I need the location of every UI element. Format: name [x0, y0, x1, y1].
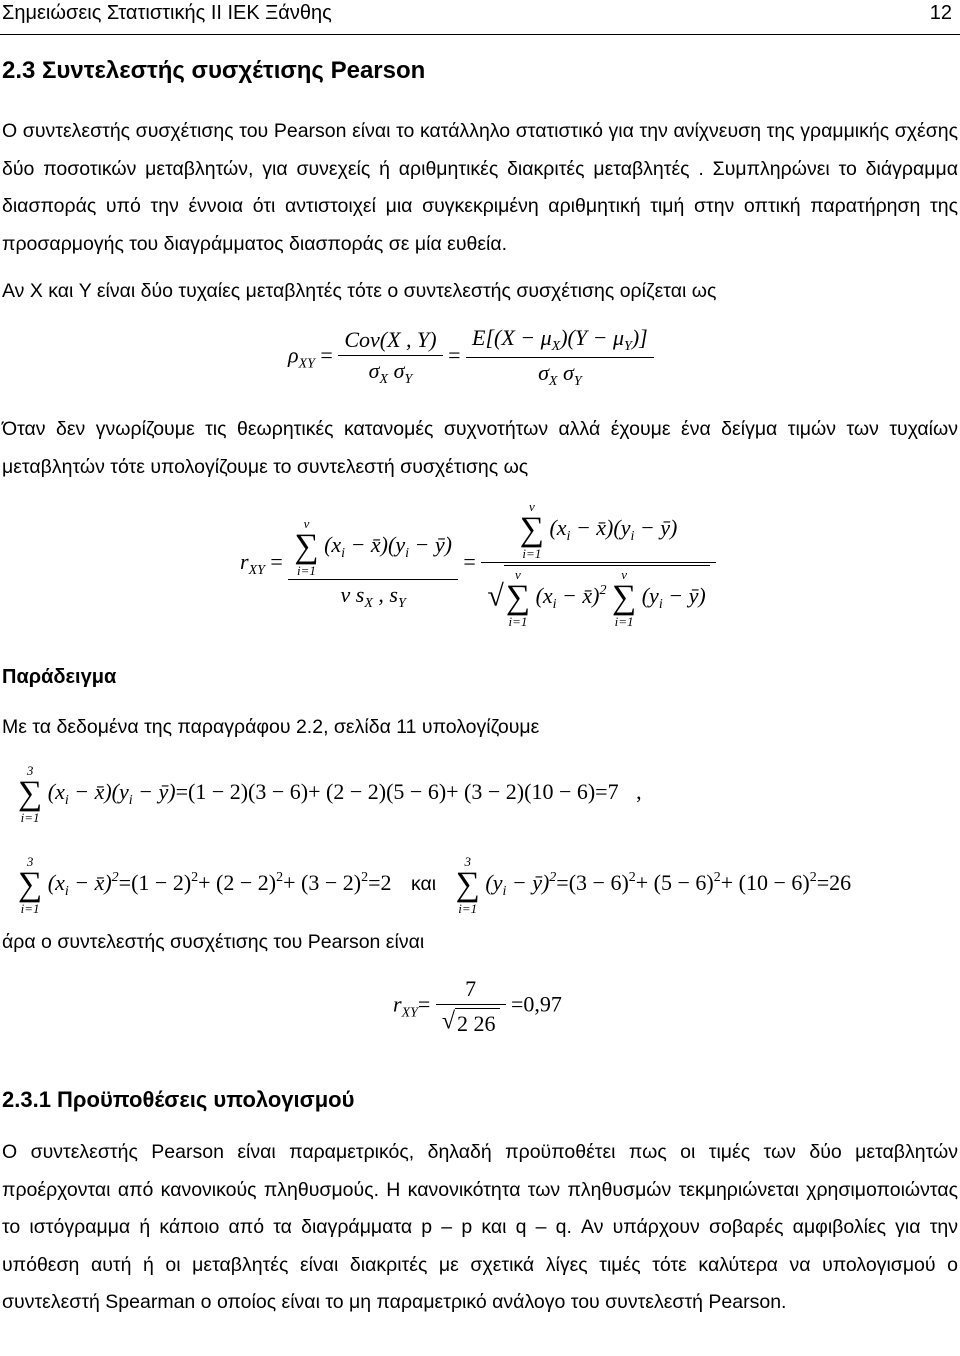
r-subscript: XY: [248, 563, 265, 579]
r-value-fraction: $\frac{7}{√2 26}$: [436, 976, 506, 1037]
expectation-fraction: [466, 325, 654, 390]
section-title: 2.3 Συντελεστής συσχέτισης Pearson: [2, 57, 426, 84]
example-heading: Παράδειγμα: [2, 666, 117, 688]
rho-subscript: XY: [298, 356, 315, 372]
rho-formula: $\rho_{XY}$ = $\frac{\text{Cov(X , Y)}}{\sigma_X \sigma_Y}$ = $\frac{E[(X - \mu_X)(Y - \mu_Y)]}{\sigma_X \sigma_Y}$: [288, 325, 654, 390]
example-sum-1: 3 ∑ i=1 ($x_i$ − $x̄)(y_i$ − ȳ)=(1 − 2)(3 − 6)+ (2 − 2)(5 − 6)+ (3 − 2)(10 − 6)=7 ,: [18, 763, 642, 825]
sqrt-symbol: √ ν ∑ i=1 ($x_i$ − x̄)$^2$ ν ∑ i=1 ($y_i$ − ȳ): [487, 565, 709, 628]
sample-denominator-2: [481, 563, 715, 628]
r-value-formula: $r_{XY}=$ $\frac{7}{√2 26}$ =0,97: [393, 976, 562, 1036]
sample-fraction-1: [288, 517, 458, 612]
cov-denominator: $\sigma_X$ $\sigma_Y$: [368, 358, 413, 387]
sample-paragraph: Όταν δεν γνωρίζουμε τις θεωρητικές κατανομές συχνοτήτων αλλά έχουμε ένα δείγμα τιμών των τυχαίων μεταβλητών τότε υπολογίζουμε το συντελεστή συσχέτισης ως: [2, 418, 958, 478]
example-text: Με τα δεδομένα της παραγράφου 2.2, σελίδα 11 υπολογίζουμε: [2, 716, 540, 738]
subsection-paragraph: Ο συντελεστής Pearson είναι παραμετρικός, δηλαδή προϋποθέτει πως οι τιμές των δύο μεταβλητών προέρχονται από κανονικούς πληθυσμούς. Η κανονικότητα των πληθυσμών τεκμηριώνεται χρησιμοποιώντας το ιστόγραμμα ή κάποιο από τα διαγράμματα p – p και q – q. Αν υπάρχουν σοβαρές αμφιβολίες για την υπόθεση αυτή ή οι μεταβλητές είναι διακριτές με σχετικά λίγες τιμές τότε καλύτερα να υπολογισμού ο συντελεστή Spearman ο οποίος είναι το μη παραμετρικό ανάλογο του συντελεστή Pearson.: [2, 1141, 958, 1313]
and-word: και: [411, 873, 437, 896]
sample-fraction-2: [481, 500, 715, 628]
page-number: 12: [929, 2, 952, 24]
conclusion-text: άρα ο συντελεστής συσχέτισης του Pearson είναι: [2, 931, 425, 953]
header-title: Σημειώσεις Στατιστικής ΙΙ ΙΕΚ Ξάνθης: [2, 2, 332, 24]
page-header: [0, 0, 960, 35]
expectation-numerator: $E[(X - \mu_X)(Y - \mu_Y)]$: [466, 325, 654, 358]
sum1-result: =(1 − 2)(3 − 6)+ (2 − 2)(5 − 6)+ (3 − 2)(10 − 6)=7: [175, 779, 619, 805]
example-sum-2: 3 ∑ i=1 ($x_i$ − x̄)$^2$=(1 − $2)^2+ (2 - 2)^2+ (3 - 2)^2=2$ και 3 ∑ i=1 ($y_i$ − ȳ)$^2$=(3 − $6)^2+ (5 - 6)^2+ (10 - 6)^2=26$: [18, 854, 852, 916]
cov-fraction: [338, 327, 442, 388]
cov-numerator: Cov(X , Y): [338, 327, 442, 356]
intro-paragraph: Ο συντελεστής συσχέτισης του Pearson είναι το κατάλληλο στατιστικό για την ανίχνευση της γραμμικής σχέσης δύο ποσοτικών μεταβλητών, για συνεχείς ή αριθμητικές διακριτές μεταβλητές . Συμπληρώνει το διάγραμμα διασποράς υπό την έννοια ότι αντιστοιχεί μια συγκεκριμένη αριθμητική τιμή στην οπτική παρατήρηση της προσαρμογής του διαγράμματος διασποράς σε μία ευθεία.: [2, 120, 958, 255]
r-value-result: =0,97: [511, 991, 562, 1017]
sum-symbol: ν ∑ i=1: [294, 515, 319, 578]
sample-r-formula: $r_{XY}$ = ν ∑ i=1 ($x_i$ − $x̄)(y_i$ − ȳ) ν $s_X$ , $s_Y$ = ν ∑ i=1 ($x_i$ − $x̄)(y_i$ − ȳ) √ ν ∑ i=1 ($x_i$ − x̄)$^2$ ν ∑ i=1 ($y_i$ − ȳ): [240, 500, 716, 628]
expectation-denominator: $\sigma_X$ $\sigma_Y$: [538, 360, 582, 389]
sample-denominator-1: ν $s_X$ , $s_Y$: [340, 581, 406, 611]
sample-numerator-2: ν ∑ i=1 ($x_i$ − $x̄)(y_i$ − ȳ): [481, 500, 715, 563]
sample-numerator-1: ν ∑ i=1 ($x_i$ − $x̄)(y_i$ − ȳ): [288, 517, 458, 580]
r-symbol: r: [240, 549, 249, 575]
rho-symbol: ρ: [288, 342, 299, 368]
definition-text: Αν X και Y είναι δύο τυχαίες μεταβλητές τότε ο συντελεστής συσχέτισης ορίζεται ως: [2, 280, 717, 302]
subsection-title: 2.3.1 Προϋποθέσεις υπολογισμού: [2, 1087, 355, 1112]
